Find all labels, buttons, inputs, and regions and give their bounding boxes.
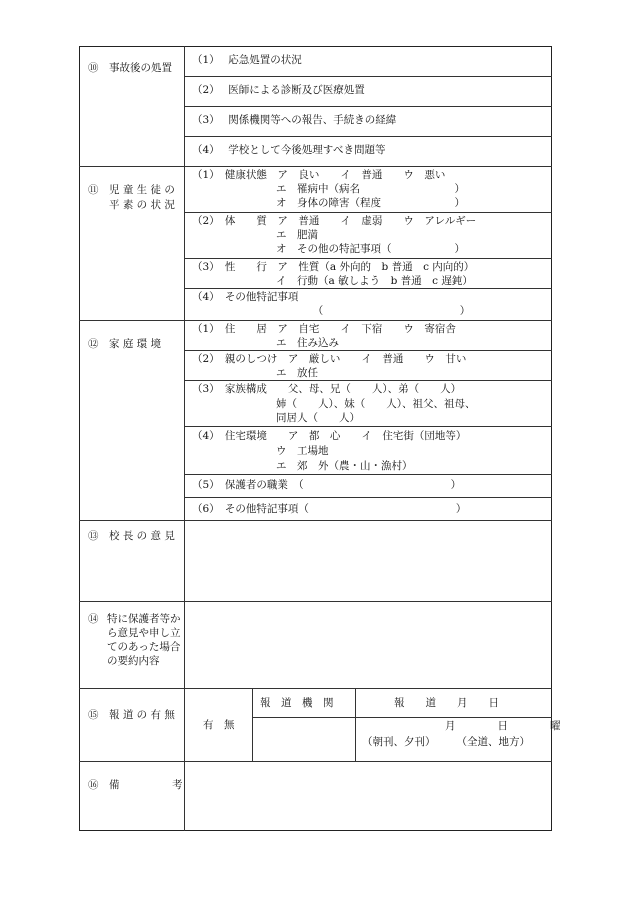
sub-divider xyxy=(184,76,552,77)
presence-options: 有 無 xyxy=(203,719,235,731)
section-12-line: （4） 住宅環境 ア 都 心 イ 住宅街（団地等） xyxy=(192,430,467,442)
section-11-line: エ 罹病中（病名 ） xyxy=(192,183,465,195)
section-11-label: 平 素 の 状 況 xyxy=(88,199,175,211)
sub-divider xyxy=(184,474,552,475)
sub-divider xyxy=(252,717,552,718)
section-11-line: （1） 健康状態 ア 良い イ 普通 ウ 悪い xyxy=(192,169,446,181)
section-11-line: オ その他の特記事項（ ） xyxy=(192,243,465,255)
section-11-label: ⑪ 児 童 生 徒 の xyxy=(88,184,175,196)
column-divider xyxy=(355,688,356,761)
section-14-label: 特に保護者等から意見や申し立てのあった場合の要約内容 xyxy=(107,613,181,667)
section-12-line: （5） 保護者の職業 （ ） xyxy=(192,479,462,491)
row-divider xyxy=(79,520,552,521)
section-12-line: 同居人（ 人） xyxy=(192,412,360,424)
section-11-line: （2） 体 質 ア 普通 イ 虚弱 ウ アレルギー xyxy=(192,215,477,227)
section-12-line: ウ 工場地 xyxy=(192,445,329,457)
section-12-line: （2） 親のしつけ ア 厳しい イ 普通 ウ 甘い xyxy=(192,353,467,365)
section-14-number: ⑭ xyxy=(88,613,99,625)
section-10-item: （4） 学校として今後処理すべき問題等 xyxy=(192,144,386,156)
section-12-line: エ 放任 xyxy=(192,367,318,379)
row-divider xyxy=(79,320,552,321)
section-11-line: エ 肥満 xyxy=(192,229,318,241)
row-divider xyxy=(79,761,552,762)
row-divider xyxy=(79,688,552,689)
section-12-line: （1） 住 居 ア 自宅 イ 下宿 ウ 寄宿舎 xyxy=(192,323,456,335)
sub-divider xyxy=(184,426,552,427)
row-divider xyxy=(79,601,552,602)
edition-options: （朝刊、夕刊） （全道、地方） xyxy=(362,736,530,748)
section-12-line: エ 郊 外（農・山・漁村） xyxy=(192,460,413,472)
section-10-item: （3） 関係機関等への報告、手続きの経緯 xyxy=(192,114,397,126)
section-11-line: イ 行動（a 敏しよう b 普通 c 遅鈍） xyxy=(192,275,473,287)
section-12-line: （3） 家族構成 父、母、兄（ 人）、弟（ 人） xyxy=(192,383,462,395)
section-11-line: オ 身体の障害（程度 ） xyxy=(192,197,465,209)
section-11-line: （4） その他特記事項 xyxy=(192,291,299,303)
section-10-item: （1） 応急処置の状況 xyxy=(192,54,302,66)
section-12-line: 姉（ 人）、妹（ 人）、祖父、祖母、 xyxy=(192,398,476,410)
section-12-label: ⑫ 家 庭 環 境 xyxy=(88,338,162,350)
column-divider xyxy=(184,46,185,831)
date-units: 月 日 曜 xyxy=(445,720,561,732)
section-11-line: （3） 性 行 ア 性質（a 外向的 b 普通 c 内向的） xyxy=(192,261,475,273)
section-16-label: ⑯ 備 考 xyxy=(88,779,183,791)
sub-divider xyxy=(184,258,552,259)
sub-divider xyxy=(184,106,552,107)
section-12-line: （6） その他特記事項（ ） xyxy=(192,503,467,515)
section-11-line: （ ） xyxy=(192,305,471,317)
column-divider xyxy=(252,688,253,761)
date-column-header: 報 道 月 日 xyxy=(394,697,499,709)
row-divider xyxy=(79,166,552,167)
sub-divider xyxy=(184,350,552,351)
sub-divider xyxy=(184,136,552,137)
section-10-label: ⑩ 事故後の処置 xyxy=(88,62,172,74)
sub-divider xyxy=(184,497,552,498)
section-13-label: ⑬ 校 長 の 意 見 xyxy=(88,530,175,542)
section-12-line: エ 住み込み xyxy=(192,337,339,349)
sub-divider xyxy=(184,212,552,213)
sub-divider xyxy=(184,288,552,289)
sub-divider xyxy=(184,380,552,381)
section-15-label: ⑮ 報 道 の 有 無 xyxy=(88,709,175,721)
media-column-header: 報 道 機 関 xyxy=(260,697,334,709)
section-10-item: （2） 医師による診断及び医療処置 xyxy=(192,84,365,96)
